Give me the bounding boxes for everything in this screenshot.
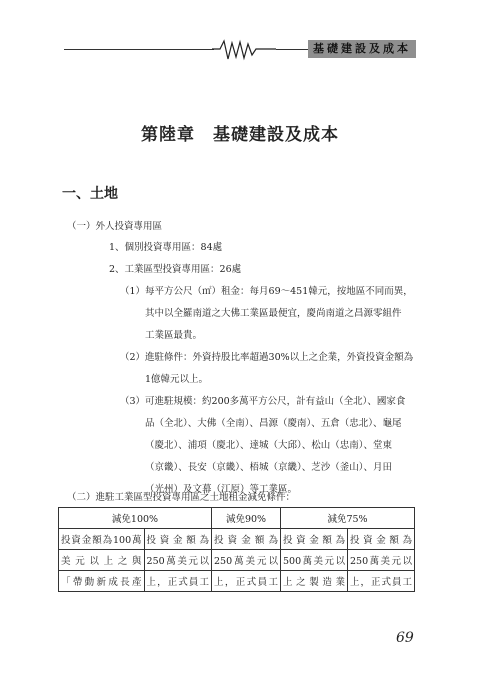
paragraph-1-line-3: 工業區最貴。	[145, 330, 203, 341]
table-cell: 上，正式員工	[348, 571, 415, 592]
paragraph-3-line-3: （慶北）、浦項（慶北）、達城（大邱）、松山（忠南）、堂東	[145, 440, 393, 451]
table-row	[59, 550, 415, 571]
paragraph-1-line-1: （1）每平方公尺（㎡）租金：每月69～451韓元，按地區不同而異，	[120, 286, 413, 297]
table-cell: 投資金額為100萬	[59, 529, 145, 550]
table-cell: 投資金額為	[144, 529, 211, 550]
paragraph-3-line-5: （光州）及文幕（江原）等工業區。	[145, 484, 298, 495]
table-row	[59, 571, 415, 592]
header-rule-left	[64, 49, 214, 50]
table-cell: 250萬美元以	[144, 550, 211, 571]
table-cell: 投資金額為	[212, 529, 281, 550]
paragraph-3-line-2: 品（全北）、大佛（全南）、昌源（慶南）、五倉（忠北）、龜尾	[145, 418, 402, 429]
table-cell: 美元以上之與	[59, 550, 145, 571]
table-cell: 250萬美元以	[212, 550, 281, 571]
page-number: 69	[396, 630, 414, 646]
table-cell: 投資金額為	[281, 529, 348, 550]
table-cell: 投資金額為	[348, 529, 415, 550]
header-label: 基礎建設及成本	[308, 40, 416, 58]
rent-reduction-table	[58, 507, 415, 592]
table-header-cell: 減免100%	[59, 508, 212, 529]
table-cell: 500萬美元以	[281, 550, 348, 571]
paragraph-3-line-1: （3）可進駐規模：約200多萬平方公尺，計有益山（全北）、國家食	[120, 396, 406, 407]
paragraph-2-line-1: （2）進駐條件：外資持股比率超過30%以上之企業，外資投資金額為	[120, 352, 414, 363]
paragraph-2-line-2: 1億韓元以上。	[145, 374, 209, 385]
table-header-row	[59, 508, 415, 529]
table-cell: 上，正式員工	[212, 571, 281, 592]
item-1-heading: （一）外人投資專用區	[67, 221, 163, 232]
section-title: 一、土地	[62, 186, 118, 202]
table-header-cell: 減免90%	[212, 508, 281, 529]
table-cell: 250萬美元以	[348, 550, 415, 571]
item-1-1: 1、個別投資專用區：84處	[109, 242, 223, 253]
header-rule-right	[276, 49, 308, 50]
paragraph-3-line-4: （京畿）、長安（京畿）、梧城（京畿）、芝沙（釜山）、月田	[145, 462, 393, 473]
table-header-cell: 減免75%	[281, 508, 415, 529]
heartbeat-wave-icon	[212, 39, 276, 61]
item-1-2: 2、工業區型投資專用區：26處	[109, 264, 242, 275]
table-cell: 上，正式員工	[144, 571, 211, 592]
chapter-title: 第陸章 基礎建設及成本	[141, 125, 339, 145]
table-cell: 上之製造業	[281, 571, 348, 592]
table-cell: 「帶動新成長產	[59, 571, 145, 592]
paragraph-1-line-2: 其中以全羅南道之大佛工業區最便宜，慶尚南道之昌源零組件	[145, 308, 402, 319]
item-2-heading: （二）進駐工業區型投資專用區之土地租金減免條件：	[67, 492, 296, 503]
table-row	[59, 529, 415, 550]
